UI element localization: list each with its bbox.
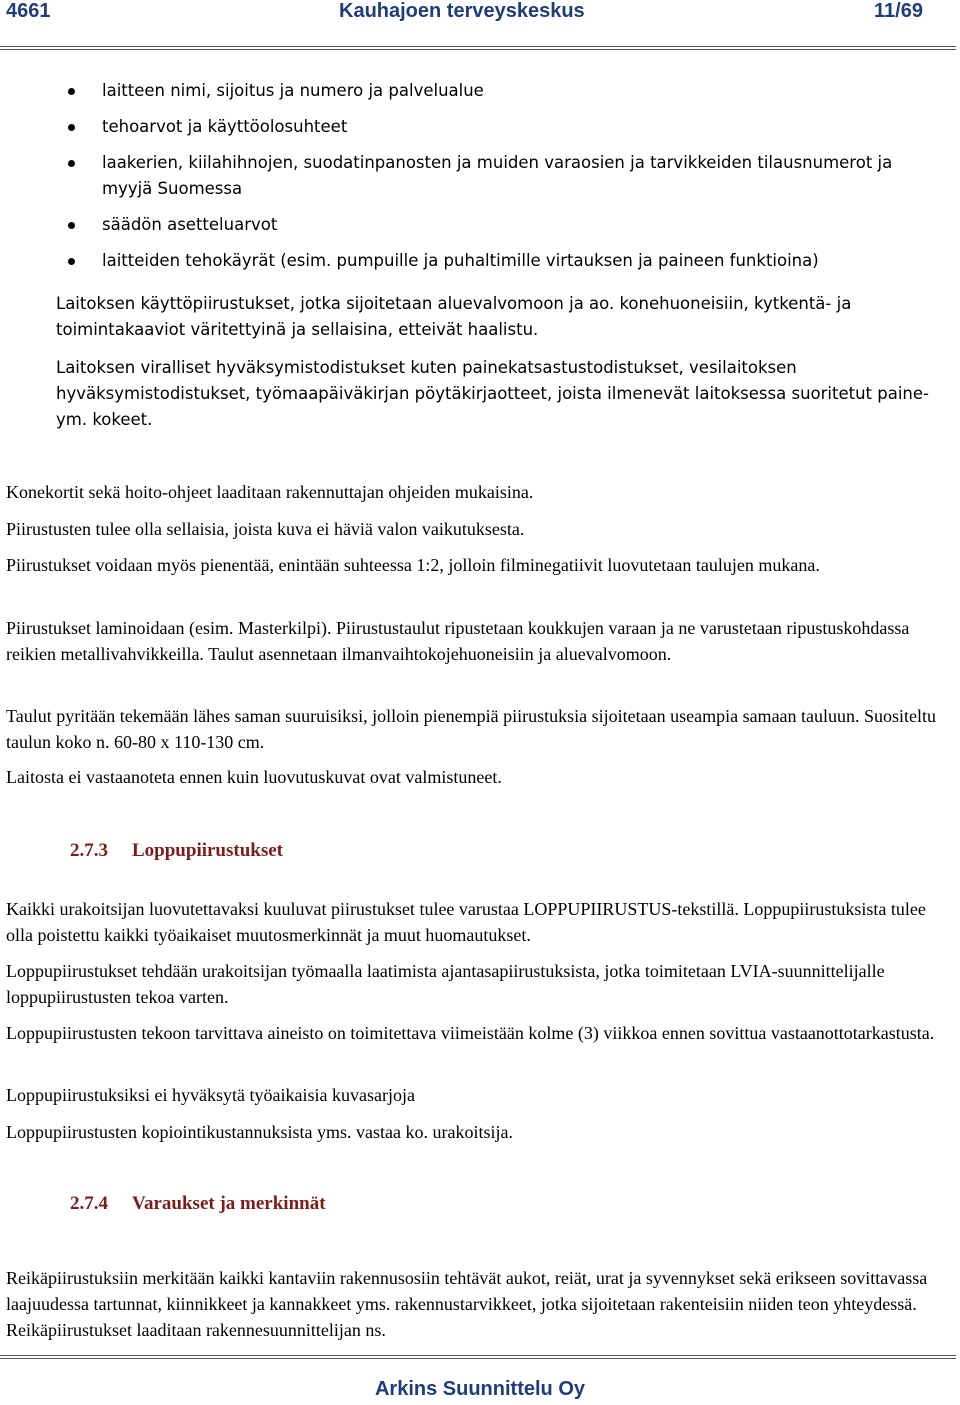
list-item: tehoarvot ja käyttöolosuhteet (66, 114, 946, 140)
page-header (0, 0, 960, 38)
list-item: laitteen nimi, sijoitus ja numero ja palvelualue (66, 78, 946, 104)
paragraph: Kaikki urakoitsijan luovutettavaksi kuuluvat piirustukset tulee varustaa LOPPUPIIRUSTUS-tekstillä. Loppupiirustuksista tulee olla poistettu kaikki työaikaiset muutosmerkinnät ja muut huomautukset. (6, 899, 926, 945)
operating-drawings-paragraph: Laitoksen käyttöpiirustukset, jotka sijoitetaan aluevalvomoon ja ao. konehuoneisiin, kytkentä- ja toimintakaaviot väritettyinä ja sellaisina, etteivät haalistu. (56, 294, 852, 339)
page-number: 11/69 (874, 0, 923, 22)
section-number: 2.7.3 (70, 840, 108, 861)
list-item: laitteiden tehokäyrät (esim. pumpuille ja puhaltimille virtauksen ja paineen funktioina) (66, 248, 946, 274)
section-number: 2.7.4 (70, 1193, 108, 1214)
list-item: säädön asetteluarvot (66, 212, 946, 238)
paragraph: Piirustusten tulee olla sellaisia, joista kuva ei häviä valon vaikutuksesta. (6, 519, 525, 539)
document-title: Kauhajoen terveyskeskus (339, 0, 585, 22)
paragraph: Piirustukset voidaan myös pienentää, enintään suhteessa 1:2, jolloin filminegatiivit luovutetaan taulujen mukana. (6, 555, 820, 575)
section-title: Varaukset ja merkinnät (132, 1193, 326, 1214)
paragraph: Loppupiirustusten kopiointikustannuksista yms. vastaa ko. urakoitsija. (6, 1122, 513, 1142)
approval-certificates-paragraph: Laitoksen viralliset hyväksymistodistukset kuten painekatsastustodistukset, vesilaitoksen hyväksymistodistukset, työmaapäiväkirjan pöytäkirjaotteet, joista ilmenevät laitoksessa suoritetut paine- ym. kokeet. (56, 358, 929, 429)
paragraph: Konekortit sekä hoito-ohjeet laaditaan rakennuttajan ohjeiden mukaisina. (6, 482, 534, 502)
paragraph: Piirustukset laminoidaan (esim. Masterkilpi). Piirustustaulut ripustetaan koukkujen varaan ja ne varustetaan ripustuskohdassa reikien metallivahvikkeilla. Taulut asennetaan ilmanvaihtokojehuoneisiin ja aluevalvomoon. (6, 618, 910, 664)
footer-divider (0, 1355, 956, 1359)
paragraph: Taulut pyritään tekemään lähes saman suuruisiksi, jolloin pienempiä piirustuksia sijoitetaan useampia samaan tauluun. Suositeltu taulun koko n. 60-80 x 110-130 cm. (6, 706, 937, 752)
paragraph: Loppupiirustukset tehdään urakoitsijan työmaalla laatimista ajantasapiirustuksista, jotka toimitetaan LVIA-suunnittelijalle loppupiirustusten tekoa varten. (6, 961, 885, 1007)
paragraph: Reikäpiirustuksiin merkitään kaikki kantaviin rakennusosiin tehtävät aukot, reiät, urat ja syvennykset sekä erikseen sovittavassa laajuudessa tartunnat, kiinnikkeet ja kannakkeet yms. rakennustarvikkeet, jotka sijoitetaan rakenteisiin niiden teon yhteydessä. Reikäpiirustukset laaditaan rakennesuunnittelijan ns. (6, 1268, 928, 1340)
list-item: laakerien, kiilahihnojen, suodatinpanosten ja muiden varaosien ja tarvikkeiden tilausnumerot ja myyjä Suomessa (66, 150, 946, 202)
section-heading (70, 1193, 326, 1215)
paragraph: Loppupiirustusten tekoon tarvittava aineisto on toimitettava viimeistään kolme (3) viikkoa ennen sovittua vastaanottotarkastusta. (6, 1023, 935, 1043)
section-title: Loppupiirustukset (132, 840, 284, 861)
document-number: 4661 (6, 0, 51, 22)
section-heading (70, 840, 283, 862)
paragraph: Laitosta ei vastaanoteta ennen kuin luovutuskuvat ovat valmistuneet. (6, 767, 502, 787)
header-divider (0, 46, 956, 50)
paragraph: Loppupiirustuksiksi ei hyväksytä työaikaisia kuvasarjoja (6, 1085, 415, 1105)
footer-company: Arkins Suunnittelu Oy (374, 1378, 586, 1400)
requirements-list (66, 78, 946, 284)
